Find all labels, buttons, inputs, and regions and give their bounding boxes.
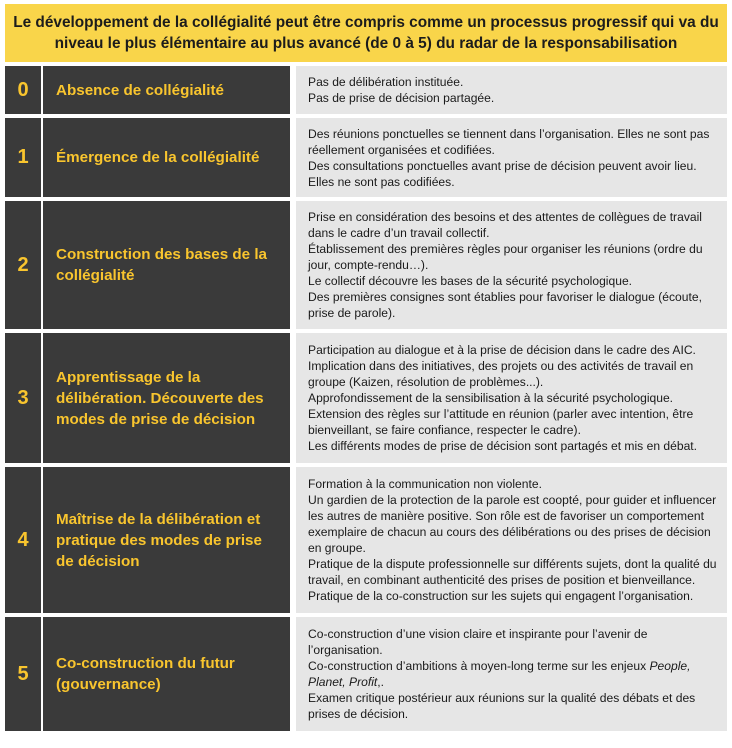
description-line: Participation au dialogue et à la prise de décision dans le cadre des AIC. [308,343,696,357]
description-line: Pas de prise de décision partagée. [308,91,495,105]
description-line: Des premières consignes sont établies pour favoriser le dialogue (écoute, [308,290,702,304]
description-line: prise de parole). [308,306,396,320]
description-line: Prise en considération des besoins et des attentes de collègues de travail [308,210,702,224]
description-line: Pas de délibération instituée. [308,75,464,89]
level-description [296,201,727,329]
description-line: dans le cadre d’un travail collectif. [308,226,490,240]
level-number: 4 [5,467,43,613]
level-description [296,333,727,463]
table-row [5,333,727,463]
description-line: en groupe. [308,541,366,555]
description-line: Examen critique postérieur aux réunions sur la qualité des débats et des [308,691,696,705]
description-line: bienveillant, se faire confiance, respecter le cadre). [308,423,581,437]
level-title: Absence de collégialité [43,66,290,114]
level-number: 0 [5,66,43,114]
level-title: Co-construction du futur (gouvernance) [43,617,290,731]
description-line: Des réunions ponctuelles se tiennent dans l’organisation. Elles ne sont pas [308,126,710,141]
level-description [296,66,727,114]
level-title: Construction des bases de la collégialité [43,201,290,329]
description-line: réellement organisées et codifiées. [308,142,495,157]
table-row [5,617,727,731]
description-line: Établissement des premières règles pour organiser les réunions (ordre du [308,242,703,256]
level-description [296,118,727,197]
description-line: Elles ne sont pas codifiées. [308,174,455,189]
description-line: Co-construction d’ambitions à moyen-long terme sur les enjeux People, Planet, Profit,. [308,659,691,689]
level-number: 1 [5,118,43,197]
description-line: Formation à la communication non violente. [308,477,542,491]
description-line: Approfondissement de la sensibilisation à la sécurité psychologique. [308,391,674,405]
description-line: Co-construction d’une vision claire et inspirante pour l’avenir de [308,627,648,641]
description-line: Implication dans des initiatives, des projets ou des activités de travail en [308,359,694,373]
description-line: Un gardien de la protection de la parole est coopté, pour guider et influencer [308,493,717,507]
header-line-2: niveau le plus élémentaire au plus avancé (de 0 à 5) du radar de la responsabilisation [54,35,678,52]
level-title: Émergence de la collégialité [43,118,290,197]
level-title: Apprentissage de la délibération. Découverte des modes de prise de décision [43,333,290,463]
description-line: exemplaire de chacun au cours des délibérations ou des prises de décision [308,525,711,539]
description-line: travail, en combinant authenticité des prises de position et bienveillance. [308,573,696,587]
description-line: Pratique de la co-construction sur les sujets qui engagent l’organisation. [308,589,694,603]
description-line: Les différents modes de prise de décision sont partagés et mis en débat. [308,439,698,453]
level-description [296,617,727,731]
description-line: Le collectif découvre les bases de la sécurité psychologique. [308,274,633,288]
table-row [5,467,727,613]
description-line: groupe (Kaizen, résolution de problèmes...). [308,375,544,389]
header-line-1: Le développement de la collégialité peut être compris comme un processus progressif qui va du [13,14,719,31]
description-line: prises de décision. [308,707,409,721]
description-line: Pratique de la dispute professionnelle sur différents sujets, dont la qualité du [308,557,717,571]
table-header [5,4,727,62]
description-line: Des consultations ponctuelles avant prise de décision peuvent avoir lieu. [308,158,697,173]
table-row [5,66,727,114]
level-number: 2 [5,201,43,329]
description-line: l’organisation. [308,643,383,657]
level-number: 5 [5,617,43,731]
table-row [5,201,727,329]
level-title: Maîtrise de la délibération et pratique des modes de prise de décision [43,467,290,613]
description-line: les autres de manière positive. Son rôle est de favoriser un comportement [308,509,704,523]
table-row [5,118,727,197]
description-line: Extension des règles sur l’attitude en réunion (parler avec intention, être [308,407,694,421]
level-description [296,467,727,613]
description-line: jour, compte-rendu…). [308,258,429,272]
level-number: 3 [5,333,43,463]
